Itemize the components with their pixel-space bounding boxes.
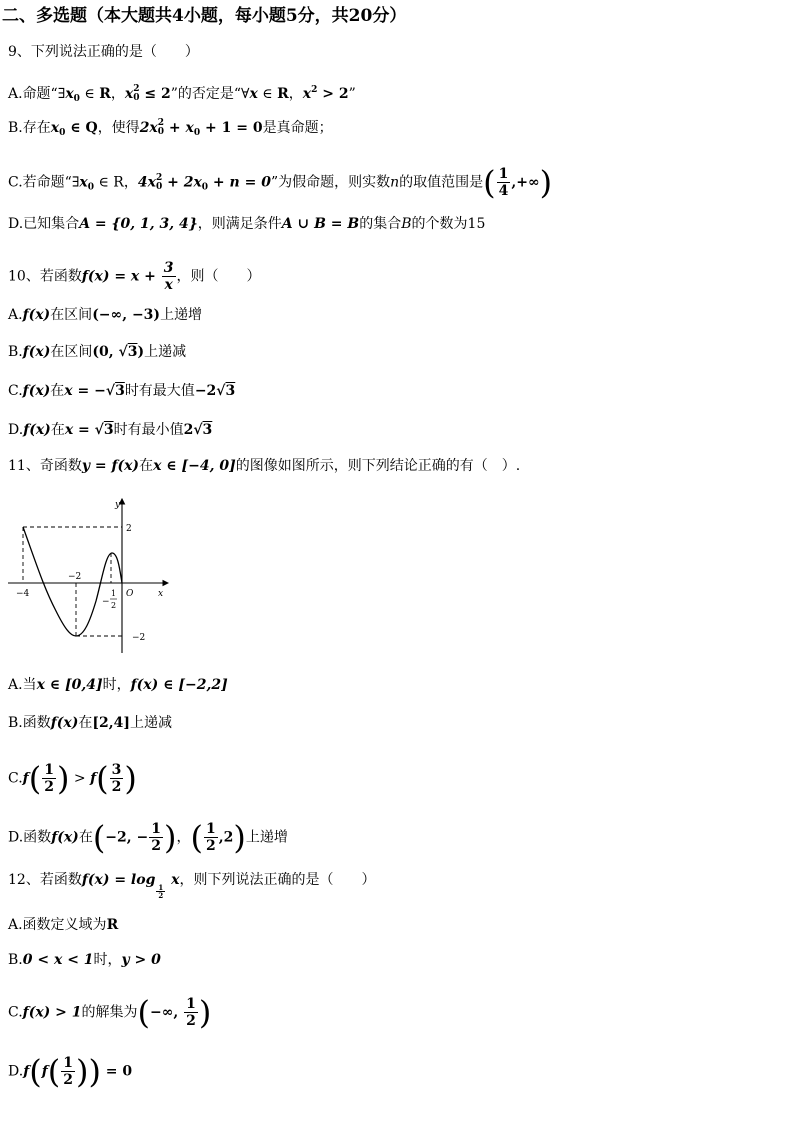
q12-stem: 12、若函数f(x) = log $\frac{1}{2}$ x，则下列说法正确的是（ ） — [8, 872, 376, 900]
q10-stem: 10、若函数f(x) = x + $\frac{3}{x}$ ，则（ ） — [8, 260, 261, 293]
y-tick-2: 2 — [126, 524, 132, 534]
x-tick-mhalf-sign: − — [102, 597, 110, 607]
x-tick-mhalf-num: 1 — [111, 589, 117, 598]
function-graph — [6, 493, 176, 658]
q11-option-c: C.f( $\frac{1}{2}$ ) > f( $\frac{3}{2}$ ) — [8, 759, 137, 798]
section-title: 二、多选题（本大题共4小题，每小题5分，共20分） — [2, 6, 407, 26]
y-axis-label: y — [115, 500, 121, 510]
q9-option-c: C.若命题“$\exists x_0$ ∈ R，4x 2 0 + $2x_0 + n = 0$”为假命题，则实数n的取值范围是( $\frac{1}{4}$ ,+∞) — [8, 163, 553, 202]
x-tick-m4: −4 — [16, 589, 30, 599]
q10-option-d: D.f(x)在x = √3时有最小值2√3 — [8, 422, 213, 438]
q9-stem: 9、下列说法正确的是（ ） — [8, 44, 199, 60]
q9-option-b: B.存在$x_0$ ∈ Q，使得2x 2 0 + $x_0 + 1 = 0$是真命题； — [8, 118, 333, 138]
q11-option-b: B.函数f(x)在[2,4]上递减 — [8, 715, 172, 731]
x-tick-mhalf-den: 2 — [111, 601, 117, 610]
y-tick-m2: −2 — [132, 633, 146, 643]
q12-option-c: C.f(x) > 1的解集为(−∞, $\frac{1}{2}$ ) — [8, 993, 212, 1032]
x-axis-label: x — [158, 589, 164, 599]
q12-option-b: B.0 < x < 1时，y > 0 — [8, 952, 161, 968]
q11-option-a: A.当x ∈ [0,4]时，f(x) ∈ [−2,2] — [8, 677, 228, 693]
q11-option-d: D.函数f(x)在(−2, − $\frac{1}{2}$ )，( $\frac{1}{2}$ ,2)上递增 — [8, 818, 288, 857]
x-tick-m2: −2 — [68, 572, 82, 582]
q10-option-a: A.f(x)在区间(−∞, −3)上递增 — [8, 307, 203, 323]
q9-option-a: A.命题“$\exists x_0$ ∈ R，x 2 0 ≤ 2”的否定是“∀x ∈ R，$x^2 > 2$” — [8, 84, 356, 104]
q11-stem: 11、奇函数y = f(x)在x ∈ [−4, 0]的图像如图所示，则下列结论正确的有（ ）. — [8, 458, 521, 474]
origin-label: O — [126, 589, 134, 599]
q12-option-a: A.函数定义域为R — [8, 917, 119, 933]
q10-option-c: C.f(x)在x = −√3时有最大值−2√3 — [8, 383, 236, 399]
q9-option-d: D.已知集合A = {0, 1, 3, 4}，则满足条件A ∪ B = B的集合B的个数为15 — [8, 216, 486, 232]
q10-option-b: B.f(x)在区间(0, √3)上递减 — [8, 344, 187, 360]
q12-option-d: D.f(f( $\frac{1}{2}$ )) = 0 — [8, 1052, 133, 1091]
